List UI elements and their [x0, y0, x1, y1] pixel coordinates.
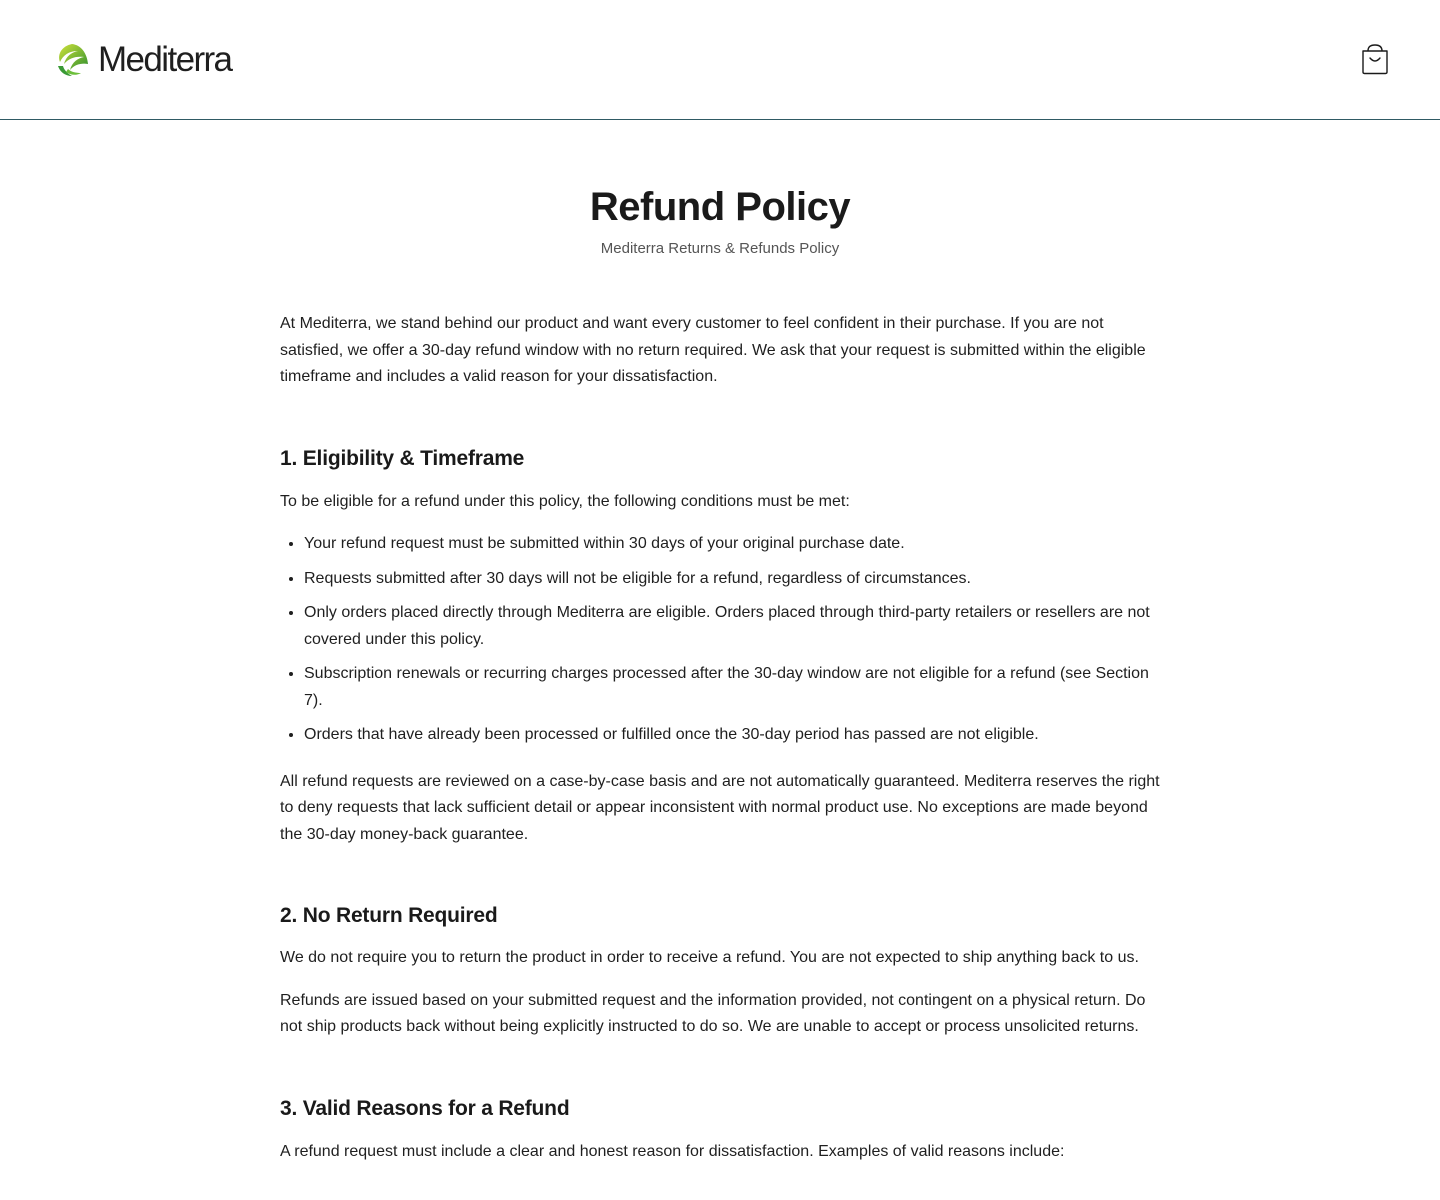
section-heading-no-return: 2. No Return Required	[280, 904, 498, 927]
list-item: • Subscription renewals or recurring charges processed after the 30-day window are not eligible for a refund (see Section 7).	[304, 661, 1160, 714]
section-heading-eligibility: 1. Eligibility & Timeframe	[280, 446, 525, 470]
page-title: Refund Policy	[589, 185, 851, 229]
shopping-bag-icon[interactable]	[1360, 43, 1390, 75]
list-item: • Only orders placed directly through Mediterra are eligible. Orders placed through third-party retailers or resellers are not covered under this policy.	[304, 600, 1160, 653]
list-item: • Requests submitted after 30 days will not be eligible for a refund, regardless of circumstances.	[304, 566, 1160, 593]
section-lead-eligibility: To be eligible for a refund under this policy, the following conditions must be met:	[280, 492, 850, 510]
site-header	[0, 0, 1440, 120]
eligibility-list	[280, 531, 1160, 749]
list-item: • Orders that have already been processed or fulfilled once the 30-day period has passed are not eligible.	[304, 722, 1160, 749]
section-lead-valid-reasons: A refund request must include a clear and honest reason for dissatisfaction. Examples of valid reasons include:	[280, 1142, 1065, 1160]
policy-content	[280, 120, 1160, 1165]
leaf-swirl-logo-icon	[54, 42, 90, 78]
list-item: • Your refund request must be submitted within 30 days of your original purchase date.	[304, 531, 1160, 558]
section-para-no-return-2: Refunds are issued based on your submitted request and the information provided, not contingent on a physical return. Do not ship products back without being explicitly instructed to do so. We are unable to accept or process unsolicited returns.	[280, 991, 1146, 1035]
intro-paragraph: At Mediterra, we stand behind our product and want every customer to feel confident in their purchase. If you are not satisfied, we offer a 30-day refund window with no return required. We ask that your request is submitted within the eligible timeframe and includes a valid reason for your dissatisfaction.	[280, 315, 1146, 385]
page-subtitle: Mediterra Returns & Refunds Policy	[600, 240, 840, 257]
logo[interactable]	[54, 40, 231, 80]
section-closing-eligibility: All refund requests are reviewed on a case-by-case basis and are not automatically guaranteed. Mediterra reserves the right to deny requests that lack sufficient detail or appear inconsistent with normal product use. No exceptions are made beyond the 30-day money-back guarantee.	[280, 772, 1160, 843]
section-para-no-return-1: We do not require you to return the product in order to receive a refund. You are not expected to ship anything back to us.	[280, 949, 1139, 966]
section-heading-valid-reasons: 3. Valid Reasons for a Refund	[280, 1096, 570, 1120]
logo-wordmark: Mediterra	[98, 40, 232, 79]
